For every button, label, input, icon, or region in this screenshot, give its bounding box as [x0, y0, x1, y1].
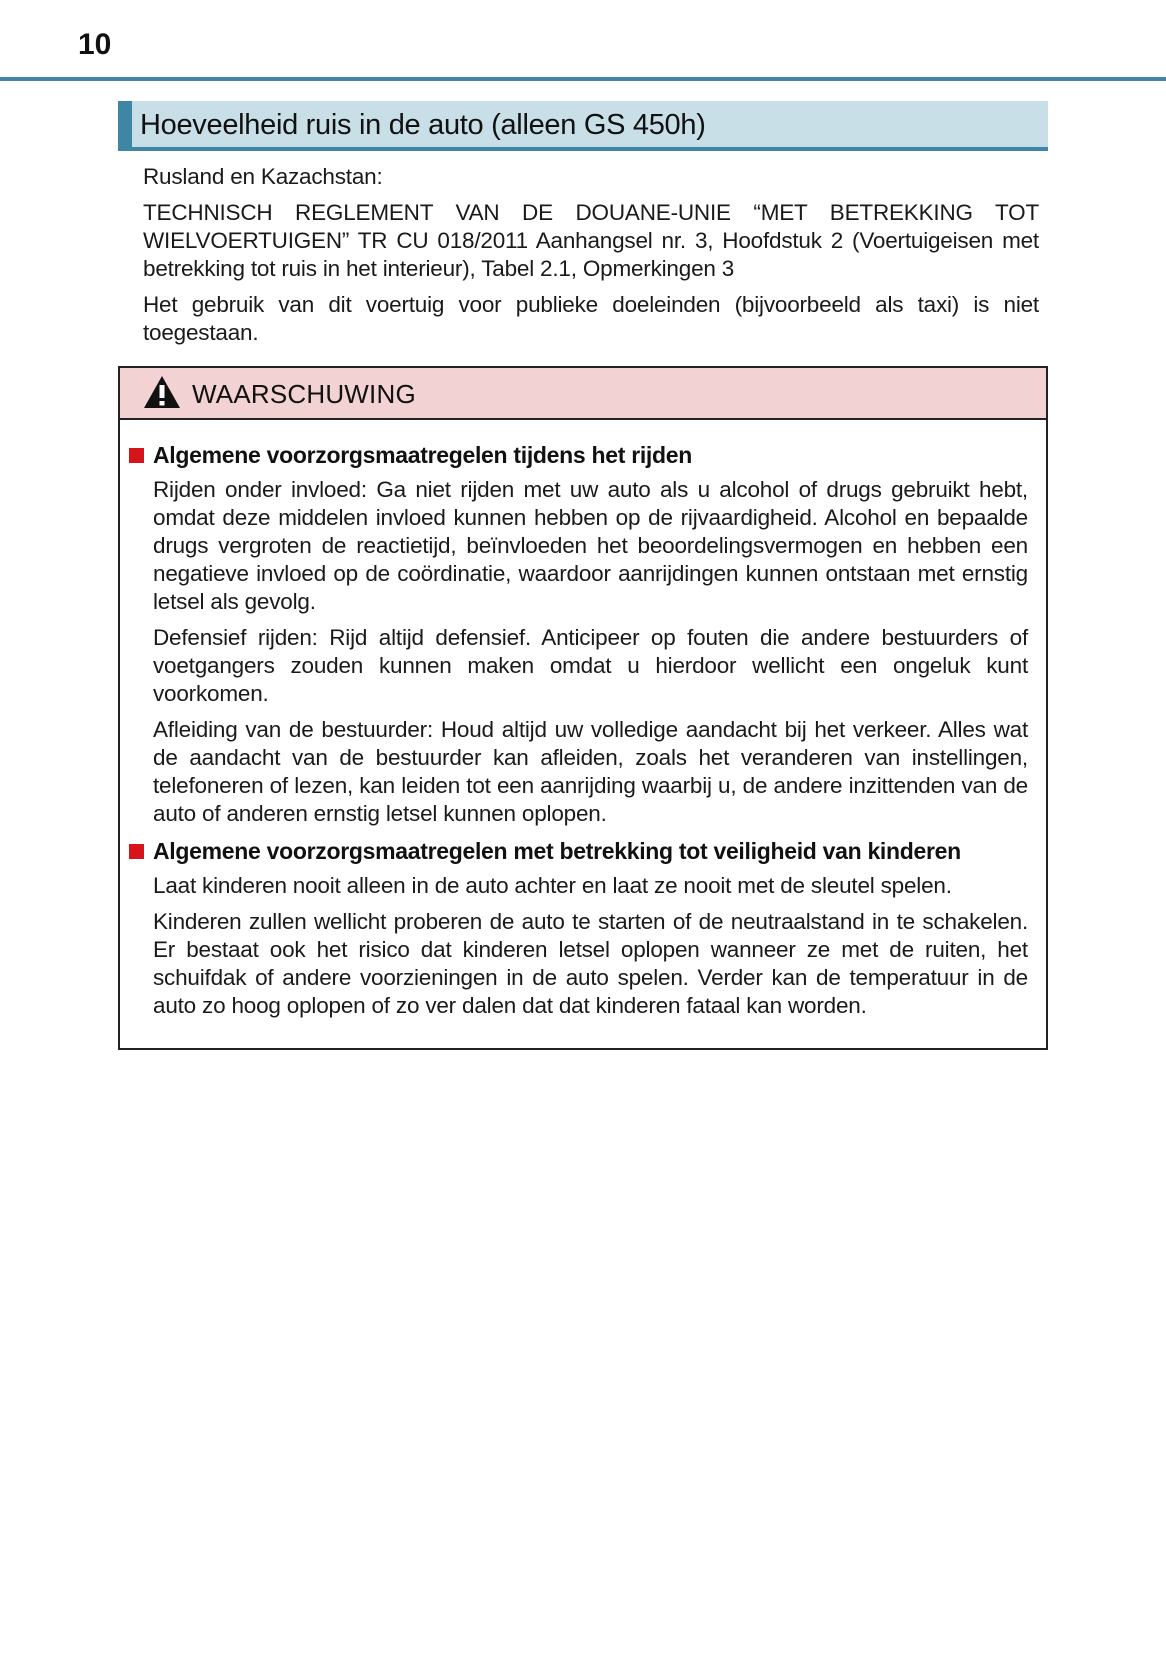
intro-paragraph: TECHNISCH REGLEMENT VAN DE DOUANE-UNIE “MET BETREKKING TOT WIELVOERTUIGEN” TR CU 018/2011 Aanhangsel nr. 3, Hoofdstuk 2 (Voertuigeisen met betrekking tot ruis in het interieur), Tabel 2.1, Opmerkingen 3 — [143, 200, 1039, 281]
red-square-bullet-icon — [129, 448, 144, 463]
warning-subsection — [120, 440, 1046, 828]
warning-content — [120, 440, 1046, 1028]
warning-subsection — [120, 836, 1046, 1020]
section-heading — [118, 101, 1048, 151]
section-title: Hoeveelheid ruis in de auto (alleen GS 450h) — [140, 109, 706, 141]
warning-paragraph: Rijden onder invloed: Ga niet rijden met uw auto als u alcohol of drugs gebruikt hebt, omdat deze middelen invloed kunnen hebben op de rijvaardigheid. Alcohol en bepaalde drugs vergroten de reactietijd, beïnvloeden het beoordelingsvermogen en hebben een negatieve invloed op de coördinatie, waardoor aanrijdingen kunnen ontstaan met ernstig letsel als gevolg. — [153, 477, 1028, 614]
warning-title: WAARSCHUWING — [192, 379, 416, 409]
warning-paragraph: Kinderen zullen wellicht proberen de auto te starten of de neutraalstand in te schakelen. Er bestaat ook het risico dat kinderen letsel oplopen wanneer ze met de ruiten, het schuifdak of andere voorzieningen in de auto spelen. Verder kan de temperatuur in de auto zo hoog oplopen of zo ver dalen dat dat kinderen fataal kan worden. — [153, 909, 1028, 1018]
subsection-title: Algemene voorzorgsmaatregelen met betrekking tot veiligheid van kinderen — [153, 838, 961, 864]
intro-paragraph: Rusland en Kazachstan: — [143, 164, 383, 189]
intro-paragraph: Het gebruik van dit voertuig voor publieke doeleinden (bijvoorbeeld als taxi) is niet toegestaan. — [143, 292, 1039, 345]
header-rule — [0, 77, 1166, 81]
warning-header — [120, 368, 1046, 420]
subsection-title: Algemene voorzorgsmaatregelen tijdens het rijden — [153, 442, 693, 468]
warning-triangle-icon — [142, 374, 182, 410]
red-square-bullet-icon — [129, 844, 144, 859]
subsection-heading — [120, 836, 1046, 866]
warning-paragraph: Afleiding van de bestuurder: Houd altijd uw volledige aandacht bij het verkeer. Alles wat de aandacht van de bestuurder kan afleiden, zoals het veranderen van instellingen, telefoneren of lezen, kan leiden tot een aanrijding waarbij u, de andere inzittenden van de auto of anderen ernstig letsel kunnen oplopen. — [153, 717, 1028, 826]
subsection-heading — [120, 440, 1046, 470]
warning-paragraph: Laat kinderen nooit alleen in de auto achter en laat ze nooit met de sleutel spelen. — [153, 873, 952, 898]
warning-paragraph: Defensief rijden: Rijd altijd defensief. Anticipeer op fouten die andere bestuurders of voetgangers zouden kunnen maken omdat u hierdoor wellicht een ongeluk kunt voorkomen. — [153, 625, 1028, 706]
warning-box — [118, 366, 1048, 1050]
subsection-body — [120, 476, 1046, 828]
intro-text — [143, 163, 1039, 355]
subsection-body — [120, 872, 1046, 1020]
page-number: 10 — [78, 28, 112, 61]
